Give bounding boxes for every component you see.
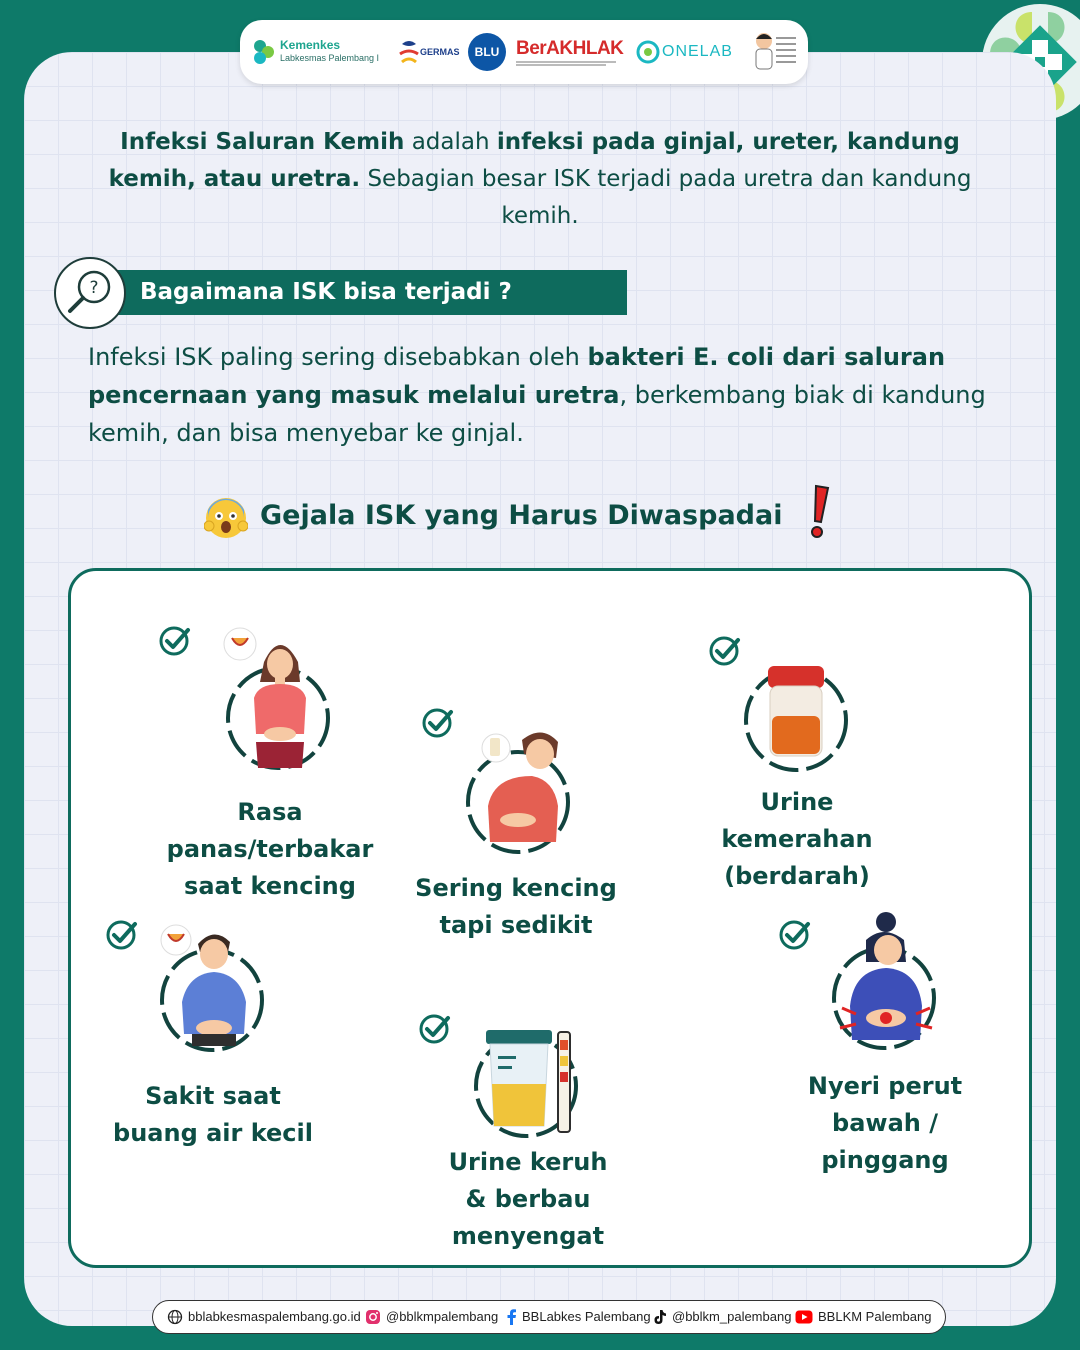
- shocked-face-icon: [204, 496, 248, 540]
- check-circle-icon: [421, 706, 455, 740]
- burning-urination-icon: [218, 622, 338, 772]
- symptom-label-abdominal: Nyeri perut bawah / pinggang: [807, 1072, 963, 1174]
- intro-definition: infeksi pada ginjal, ureter, kandung kemih, atau uretra.: [108, 129, 960, 192]
- mascot-logo: [750, 20, 800, 84]
- germas-text: GERMAS: [420, 47, 460, 57]
- question-heading: Bagaimana ISK bisa terjadi ?: [140, 279, 512, 305]
- berakhlak-logo: [516, 20, 623, 84]
- tiktok-icon: [653, 1309, 667, 1325]
- germas-figure-icon: [398, 38, 420, 66]
- facebook-icon: [505, 1309, 517, 1325]
- cloudy-urine-cup-icon: [466, 1026, 586, 1142]
- exclamation-icon: [804, 484, 834, 540]
- blu-text: BLU: [468, 33, 506, 71]
- cause-highlight: bakteri E. coli dari saluran pencernaan yang masuk melalui uretra: [88, 343, 946, 409]
- symptom-label-painful: Sakit saat buang air kecil: [113, 1082, 313, 1147]
- kemenkes-unit: Labkesmas Palembang I: [280, 53, 380, 63]
- symptoms-heading: Gejala ISK yang Harus Diwaspadai: [260, 500, 783, 531]
- magnifier-badge: [54, 257, 126, 329]
- cause-text-2: , berkembang biak di kandung kemih, dan bisa menyebar ke ginjal.: [88, 381, 986, 447]
- youtube-text: BBLKM Palembang: [818, 1309, 932, 1324]
- tiktok-text: @bblkm_palembang: [672, 1309, 792, 1324]
- frequent-urination-icon: [462, 724, 582, 854]
- question-heading-bar: [112, 270, 627, 315]
- symptom-label-burning: Rasa panas/terbakar saat kencing: [166, 798, 374, 900]
- intro-paragraph: [90, 124, 990, 235]
- germas-logo: [398, 20, 460, 84]
- painful-urination-icon: [154, 922, 270, 1054]
- kemenkes-name: Kemenkes: [280, 38, 341, 52]
- mascot-doctor-icon: [750, 27, 800, 77]
- check-circle-icon: [158, 624, 192, 658]
- check-circle-icon: [418, 1012, 452, 1046]
- youtube-icon: [795, 1310, 813, 1324]
- onelab-eye-icon: [636, 40, 660, 64]
- facebook-text: BBLabkes Palembang: [522, 1309, 651, 1324]
- onelab-text: ONELAB: [662, 43, 733, 60]
- onelab-logo: [636, 20, 733, 84]
- cause-text-1: Infeksi ISK paling sering disebabkan oleh: [88, 343, 588, 371]
- cause-paragraph: [88, 338, 1043, 452]
- globe-icon: [167, 1309, 183, 1325]
- blu-logo: [468, 20, 506, 84]
- intro-term: Infeksi Saluran Kemih: [120, 129, 405, 155]
- footer-youtube[interactable]: [795, 1301, 931, 1332]
- footer-tiktok[interactable]: [653, 1301, 791, 1332]
- abdominal-pain-icon: [826, 910, 946, 1050]
- footer-contact-bar: [152, 1300, 946, 1334]
- footer-website[interactable]: [167, 1301, 361, 1332]
- check-circle-icon: [778, 918, 812, 952]
- instagram-text: @bblkmpalembang: [386, 1309, 499, 1324]
- magnifier-question-icon: [56, 259, 124, 327]
- footer-facebook[interactable]: [505, 1301, 651, 1332]
- berakhlak-tagline-lines: [516, 60, 616, 67]
- red-urine-jar-icon: [740, 664, 852, 774]
- symptom-label-cloudy: Urine keruh & berbau menyengat: [448, 1148, 608, 1250]
- symptom-label-red-urine: Urine kemerahan (berdarah): [721, 788, 873, 890]
- instagram-icon: [365, 1309, 381, 1325]
- intro-text-2: Sebagian besar ISK terjadi pada uretra dan kandung kemih.: [360, 166, 972, 229]
- kemenkes-leaf-icon: [252, 38, 276, 66]
- intro-text-1: adalah: [404, 129, 497, 155]
- berakhlak-text: BerAKHLAK: [516, 37, 624, 59]
- svg-text:?: ?: [89, 278, 99, 298]
- website-text: bblabkesmaspalembang.go.id: [188, 1309, 361, 1324]
- symptom-label-frequent: Sering kencing tapi sedikit: [415, 874, 617, 939]
- partner-logo-bar: [240, 20, 808, 84]
- footer-instagram[interactable]: [365, 1301, 498, 1332]
- kemenkes-logo: [252, 20, 379, 84]
- check-circle-icon: [708, 634, 742, 668]
- check-circle-icon: [105, 918, 139, 952]
